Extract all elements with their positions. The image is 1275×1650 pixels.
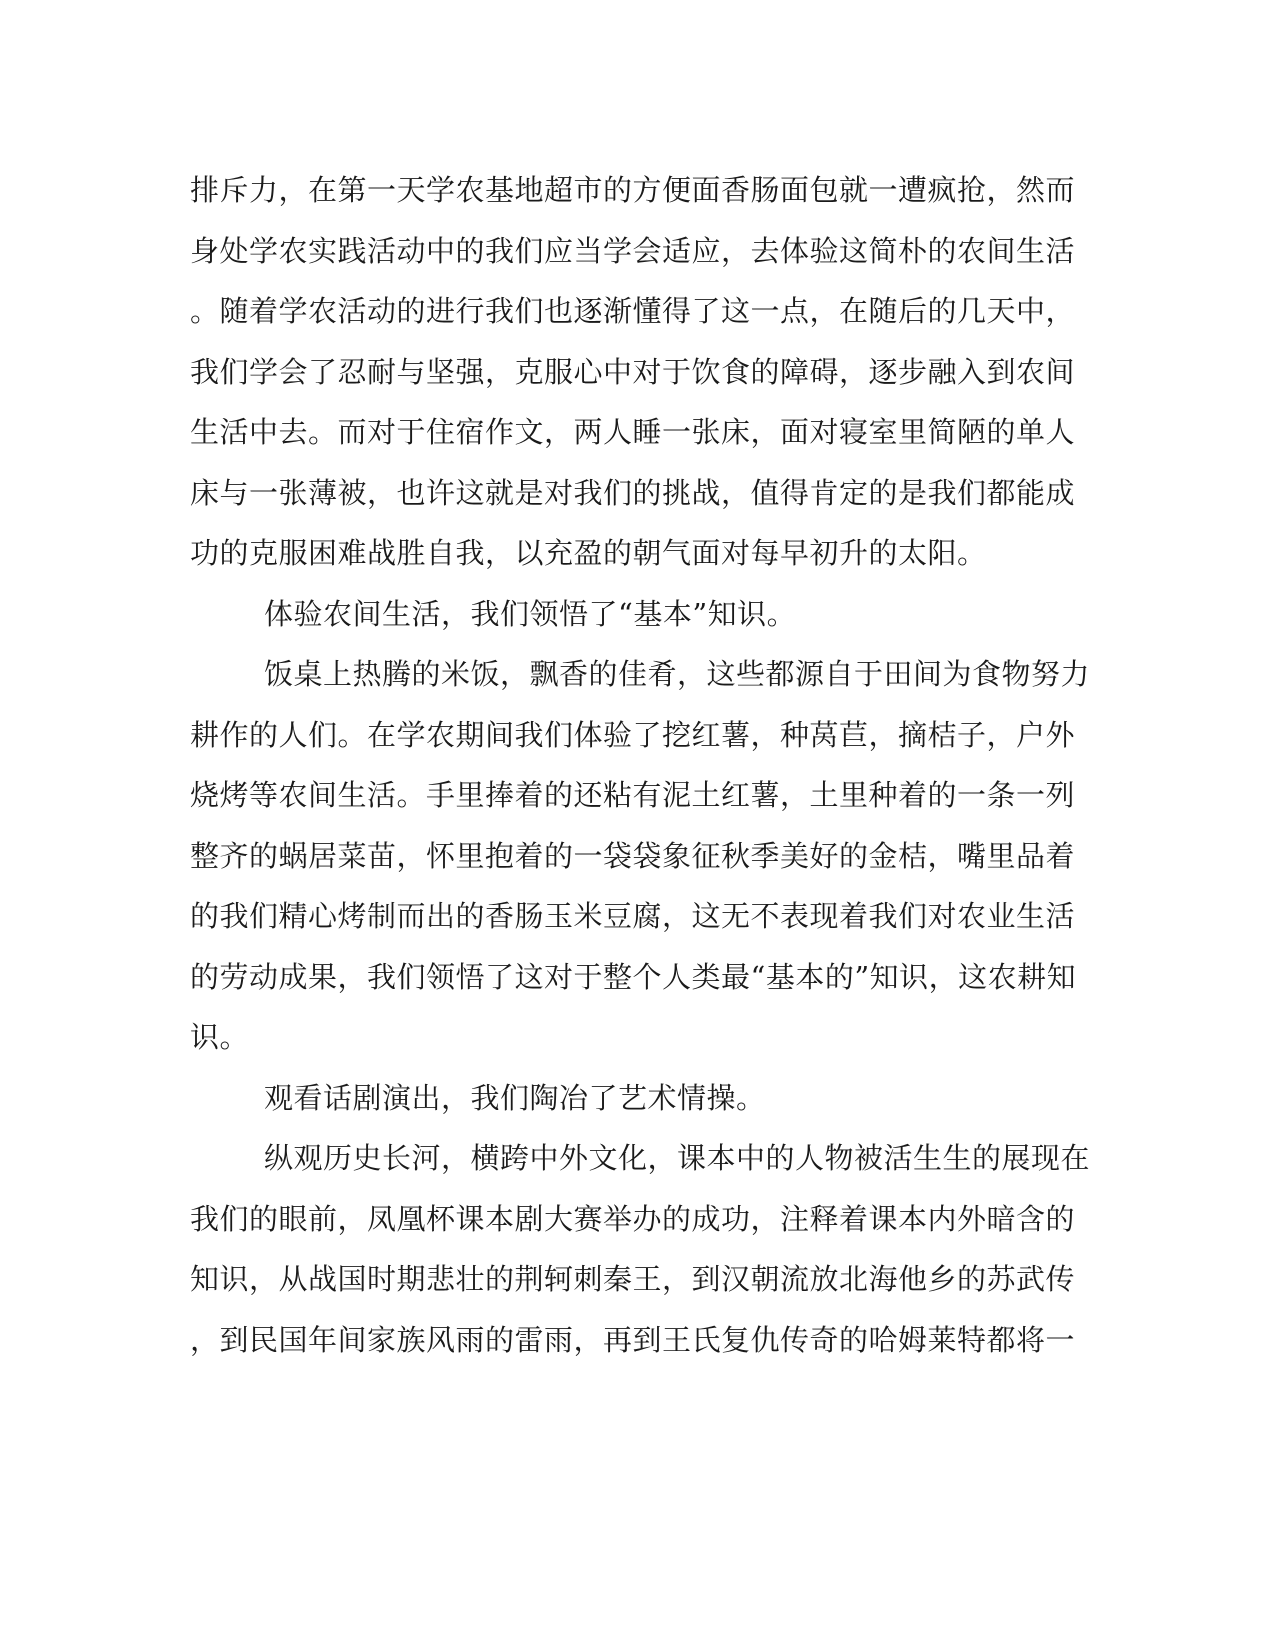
text-line: 生活中去。而对于住宿作文，两人睡一张床，面对寝室里简陋的单人 [190,415,1076,449]
text-line: 的劳动成果，我们领悟了这对于整个人类最“基本的”知识，这农耕知 [190,959,1077,994]
text-line: 识。 [190,1020,250,1054]
text-line: 耕作的人们。在学农期间我们体验了挖红薯，种莴苣，摘桔子，户外 [190,717,1076,752]
body-text [190,160,1090,1370]
text-line: 我们的眼前，凤凰杯课本剧大赛举办的成功，注释着课本内外暗含的 [190,1201,1076,1236]
text-line: 的我们精心烤制而出的香肠玉米豆腐，这无不表现着我们对农业生活 [190,899,1076,933]
text-line: ，到民国年间家族风雨的雷雨，再到王氏复仇传奇的哈姆莱特都将一 [190,1322,1076,1357]
text-line: 。随着学农活动的进行我们也逐渐懂得了这一点，在随后的几天中， [190,294,1076,328]
text-line: 烧烤等农间生活。手里捧着的还粘有泥土红薯，土里种着的一条一列 [190,778,1076,812]
text-line: 排斥力，在第一天学农基地超市的方便面香肠面包就一遭疯抢，然而 [190,173,1076,207]
section-heading: 观看话剧演出，我们陶冶了艺术情操。 [264,1080,766,1115]
paragraph-start: 饭桌上热腾的米饭，飘香的佳肴，这些都源自于田间为食物努力 [264,657,1091,691]
text-line: 知识，从战国时期悲壮的荆轲刺秦王，到汉朝流放北海他乡的苏武传 [190,1262,1076,1296]
section-heading: 体验农间生活，我们领悟了“基本”知识。 [264,596,797,631]
text-line: 床与一张薄被，也许这就是对我们的挑战，值得肯定的是我们都能成 [190,475,1076,510]
text-line: 功的克服困难战胜自我，以充盈的朝气面对每早初升的太阳。 [190,536,987,570]
paragraph-start: 纵观历史长河，横跨中外文化，课本中的人物被活生生的展现在 [264,1141,1091,1175]
text-line: 身处学农实践活动中的我们应当学会适应，去体验这简朴的农间生活 [190,233,1076,268]
text-line: 我们学会了忍耐与坚强，克服心中对于饮食的障碍，逐步融入到农间 [190,354,1076,389]
text-line: 整齐的蜗居菜苗，怀里抱着的一袋袋象征秋季美好的金桔，嘴里品着 [190,838,1076,873]
